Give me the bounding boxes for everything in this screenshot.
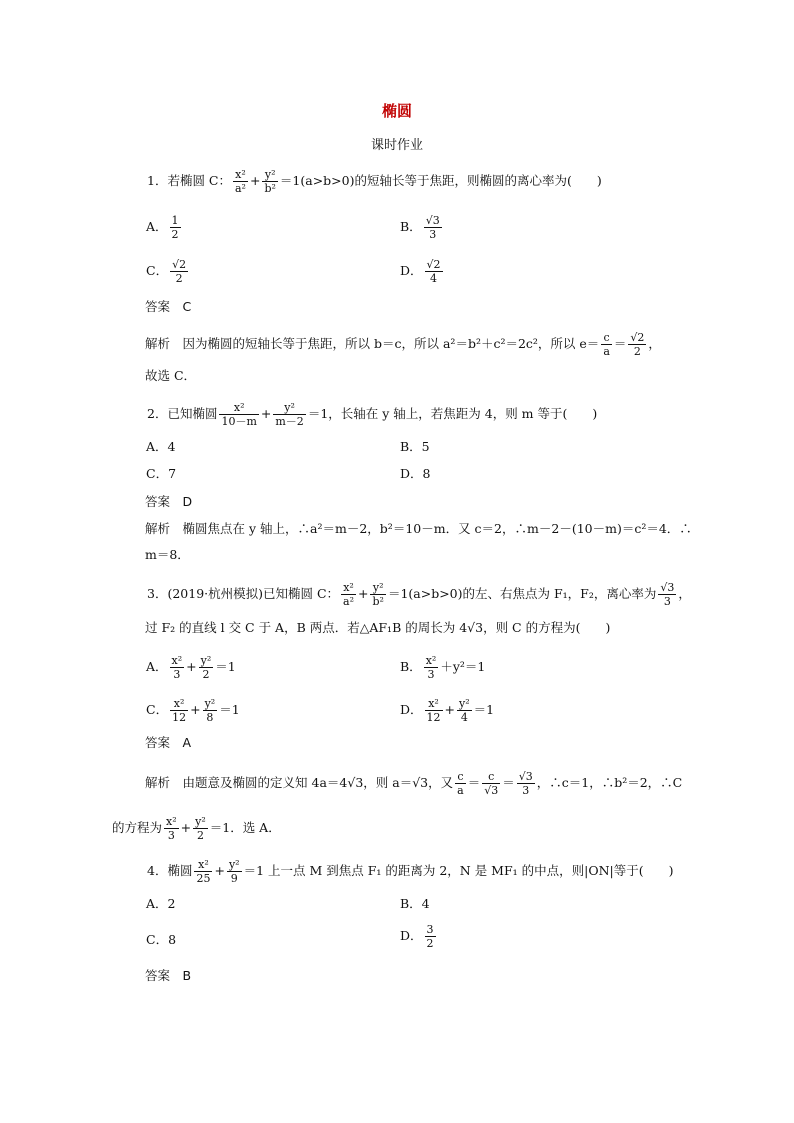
fraction: $\frac{√2}{2}$ xyxy=(172,258,187,285)
fraction: $\frac{\text{x²}}{3}$ xyxy=(425,654,437,681)
fraction: $\frac{√2}{4}$ xyxy=(426,258,441,285)
q1-analysis-line2: 故选 C． xyxy=(145,368,197,383)
q1-analysis: 解析 因为椭圆的短轴长等于焦距，所以 b＝c，所以 a²＝b²＋c²＝2c²，所以 e＝ $\frac{c}{a}$ ＝ $\frac{√2}{2}$ ， xyxy=(145,331,661,358)
q3-answer: 答案 A xyxy=(145,735,192,750)
q2-stem: 2．已知椭圆 $\frac{\text{x²}}{10-m}$ + $\frac{\text{y²}}{m-2}$ ＝1，长轴在 y 轴上，若焦距为 4，则 m 等于( ) xyxy=(147,401,598,428)
fraction: $\frac{\text{x²}}{\text{a²}}$ xyxy=(235,168,246,195)
q1-option-a: A． $\frac{1}{2}$ xyxy=(146,214,179,241)
fraction: $\frac{\text{y²}}{9}$ xyxy=(228,858,240,885)
q1-option-d: D． $\frac{√2}{4}$ xyxy=(400,258,441,285)
q3-option-c: C． $\frac{\text{x²}}{12}$ + $\frac{\text{y²}}{8}$ ＝1 xyxy=(146,697,240,724)
fraction: $\frac{\text{x²}}{3}$ xyxy=(166,815,177,842)
q2-option-d: D．8 xyxy=(400,466,431,481)
q3-analysis-line2: 的方程为 $\frac{\text{x²}}{3}$ + $\frac{\text{y²}}{2}$ ＝1．选 A． xyxy=(112,815,281,842)
q1-option-c: C． $\frac{√2}{2}$ xyxy=(146,258,187,285)
fraction: $\frac{3}{2}$ xyxy=(426,923,434,950)
page-title: 椭圆 xyxy=(381,102,412,120)
fraction: $\frac{\text{x²}}{10-m}$ xyxy=(221,401,257,428)
q2-option-c: C．7 xyxy=(146,466,177,481)
fraction: $\frac{\text{x²}}{\text{a²}}$ xyxy=(343,581,354,608)
fraction: $\frac{1}{2}$ xyxy=(171,214,179,241)
q3-option-a: A． $\frac{\text{x²}}{3}$ + $\frac{\text{y²}}{2}$ ＝1 xyxy=(146,654,236,681)
q3-stem-line2: 过 F₂ 的直线 l 交 C 于 A，B 两点．若△AF₁B 的周长为 4√3，则 C 的方程为( ) xyxy=(145,620,611,635)
fraction: $\frac{c}{a}$ xyxy=(603,331,610,358)
fraction: $\frac{c}{a}$ xyxy=(457,770,464,797)
q3-stem: 3．(2019·杭州模拟)已知椭圆 C： $\frac{\text{x²}}{\text{a²}}$ + $\frac{\text{y²}}{\text{b²}}$ ＝1(a>b>0)的左、右焦点为 F₁，F₂，离心率为 $\frac{√3}{3}$ ， xyxy=(147,581,691,608)
q4-option-b: B．4 xyxy=(400,896,430,911)
fraction: $\frac{\text{x²}}{3}$ xyxy=(171,654,183,681)
q3-option-b: B． $\frac{\text{x²}}{3}$ ＋y²＝1 xyxy=(400,654,486,681)
q3-option-d: D． $\frac{\text{x²}}{12}$ + $\frac{\text{y²}}{4}$ ＝1 xyxy=(400,697,495,724)
fraction: $\frac{\text{y²}}{\text{b²}}$ xyxy=(372,581,384,608)
q1-stem: 1．若椭圆 C： $\frac{\text{x²}}{\text{a²}}$ + $\frac{\text{y²}}{\text{b²}}$ ＝1(a>b>0)的短轴长等于焦距，则椭圆的离心率为( ) xyxy=(147,168,602,195)
fraction: $\frac{√3}{3}$ xyxy=(425,214,440,241)
q4-stem: 4．椭圆 $\frac{\text{x²}}{25}$ + $\frac{\text{y²}}{9}$ ＝1 上一点 M 到焦点 F₁ 的距离为 2，N 是 MF₁ 的中点，则|ON|等于( ) xyxy=(147,858,674,885)
fraction: $\frac{\text{y²}}{m-2}$ xyxy=(275,401,304,428)
q3-analysis: 解析 由题意及椭圆的定义知 4a＝4√3，则 a＝√3，又 $\frac{c}{a}$ ＝ $\frac{c}{√3}$ ＝ $\frac{√3}{3}$ ，∴c＝1，∴b²＝2，∴C xyxy=(145,770,683,797)
q2-option-a: A．4 xyxy=(146,439,176,454)
fraction: $\frac{c}{√3}$ xyxy=(484,770,499,797)
fraction: $\frac{\text{x²}}{25}$ xyxy=(196,858,211,885)
q4-option-d: D． $\frac{3}{2}$ xyxy=(400,923,434,950)
fraction: $\frac{√3}{3}$ xyxy=(660,581,675,608)
q2-option-b: B．5 xyxy=(400,439,430,454)
q1-answer: 答案 C xyxy=(145,299,192,314)
page-subtitle: 课时作业 xyxy=(370,138,423,153)
fraction: $\frac{\text{y²}}{2}$ xyxy=(200,654,212,681)
q1-option-b: B． $\frac{√3}{3}$ xyxy=(400,214,440,241)
q4-answer: 答案 B xyxy=(145,968,192,983)
q2-answer: 答案 D xyxy=(145,494,193,509)
fraction: $\frac{\text{y²}}{\text{b²}}$ xyxy=(264,168,276,195)
fraction: $\frac{\text{y²}}{8}$ xyxy=(204,697,216,724)
fraction: $\frac{\text{y²}}{4}$ xyxy=(459,697,470,724)
fraction: $\frac{\text{y²}}{2}$ xyxy=(195,815,206,842)
fraction: $\frac{√3}{3}$ xyxy=(518,770,533,797)
fraction: $\frac{\text{x²}}{12}$ xyxy=(172,697,187,724)
fraction: $\frac{√2}{2}$ xyxy=(630,331,645,358)
q4-option-a: A．2 xyxy=(146,896,176,911)
q4-option-c: C．8 xyxy=(146,932,177,947)
q2-analysis-line2: m＝8． xyxy=(145,547,190,562)
q2-analysis: 解析 椭圆焦点在 y 轴上，∴a²＝m－2，b²＝10－m．又 c＝2，∴m－2－(10－m)＝c²＝4．∴ xyxy=(145,521,692,536)
fraction: $\frac{\text{x²}}{12}$ xyxy=(426,697,441,724)
